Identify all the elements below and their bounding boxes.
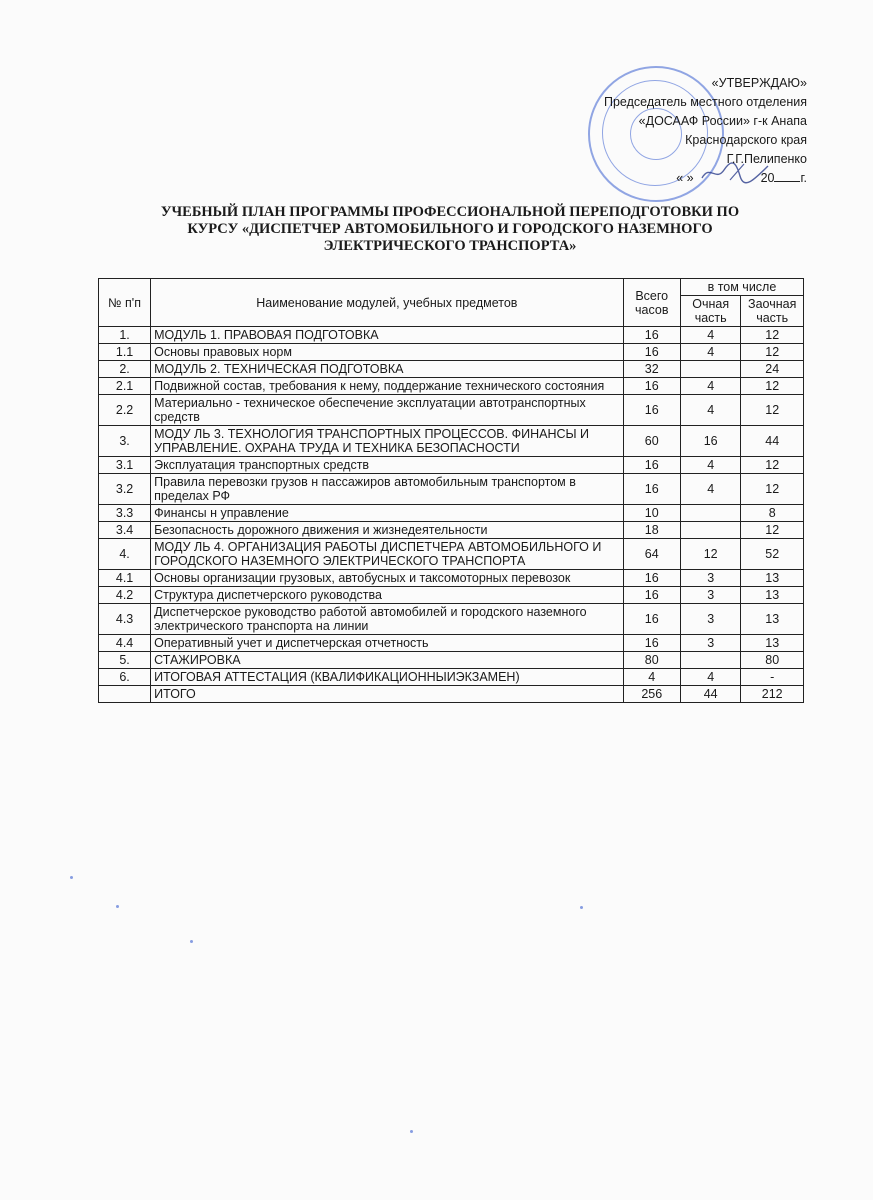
scan-speck: [580, 906, 583, 909]
table-total-row: ИТОГО 256 44 212: [99, 686, 804, 703]
approval-block: [547, 74, 807, 188]
header-total: Всего часов: [623, 279, 680, 327]
document-title: [100, 204, 800, 255]
header-num: № п'п: [99, 279, 151, 327]
table-row: 3.2 Правила перевозки грузов н пассажиров автомобильным транспортом в пределах РФ 16 4 12: [99, 474, 804, 505]
table-row: 4. МОДУ ЛЬ 4. ОРГАНИЗАЦИЯ РАБОТЫ ДИСПЕТЧЕРА АВТОМОБИЛЬНОГО И ГОРОДСКОГО НАЗЕМНОГО ЭЛЕКТРИЧЕСКОГО ТРАНСПОРТА 64 12 52: [99, 539, 804, 570]
table-row: 2.1 Подвижной состав, требования к нему, поддержание технического состояния 16 4 12: [99, 378, 804, 395]
approval-signatory: Г.Г.Пелипенко: [726, 152, 807, 166]
table-row: 2. МОДУЛЬ 2. ТЕХНИЧЕСКАЯ ПОДГОТОВКА 32 24: [99, 361, 804, 378]
approval-header: «УТВЕРЖДАЮ»: [711, 76, 807, 90]
table-row: 4.2 Структура диспетчерского руководства 16 3 13: [99, 587, 804, 604]
curriculum-table: [98, 278, 804, 703]
header-part-time: Заочная часть: [741, 296, 804, 327]
approval-position: Председатель местного отделения: [603, 95, 807, 109]
table-row: 6. ИТОГОВАЯ АТТЕСТАЦИЯ (КВАЛИФИКАЦИОННЫИЭКЗАМЕН) 4 4 -: [99, 669, 804, 686]
title-line-3: ЭЛЕКТРИЧЕСКОГО ТРАНСПОРТА»: [323, 238, 577, 254]
header-full-time: Очная часть: [680, 296, 740, 327]
table-body: [99, 327, 804, 703]
scan-speck: [190, 940, 193, 943]
table-row: 3.3 Финансы н управление 10 8: [99, 505, 804, 522]
table-row: 1. МОДУЛЬ 1. ПРАВОВАЯ ПОДГОТОВКА 16 4 12: [99, 327, 804, 344]
approval-date-day: « »: [676, 171, 694, 185]
approval-organization: «ДОСААФ России» г-к Анапа: [638, 114, 807, 128]
title-line-2: КУРСУ «ДИСПЕТЧЕР АВТОМОБИЛЬНОГО И ГОРОДСКОГО НАЗЕМНОГО: [187, 221, 713, 237]
table-row: 2.2 Материально - техническое обеспечение эксплуатации автотранспортных средств 16 4 12: [99, 395, 804, 426]
approval-date: [547, 169, 807, 188]
table-row: 4.3 Диспетчерское руководство работой автомобилей и городского наземного электрического транспорта на линии 16 3 13: [99, 604, 804, 635]
table-row: 4.4 Оперативный учет и диспетчерская отчетность 16 3 13: [99, 635, 804, 652]
table-row: 3.1 Эксплуатация транспортных средств 16 4 12: [99, 457, 804, 474]
title-line-1: УЧЕБНЫЙ ПЛАН ПРОГРАММЫ ПРОФЕССИОНАЛЬНОЙ ПЕРЕПОДГОТОВКИ ПО: [160, 204, 740, 220]
scan-speck: [70, 876, 73, 879]
header-including: в том числе: [680, 279, 803, 296]
table-row: 3.4 Безопасность дорожного движения и жизнедеятельности 18 12: [99, 522, 804, 539]
header-name: Наименование модулей, учебных предметов: [151, 279, 623, 327]
approval-date-year: 20: [760, 171, 775, 185]
approval-date-suffix: г.: [800, 171, 807, 185]
scan-speck: [116, 905, 119, 908]
scan-speck: [410, 1130, 413, 1133]
table-row: 1.1 Основы правовых норм 16 4 12: [99, 344, 804, 361]
table-row: 5. СТАЖИРОВКА 80 80: [99, 652, 804, 669]
table-row: 3. МОДУ ЛЬ 3. ТЕХНОЛОГИЯ ТРАНСПОРТНЫХ ПРОЦЕССОВ. ФИНАНСЫ И УПРАВЛЕНИЕ. ОХРАНА ТРУДА И ТЕХНИКА БЕЗОПАСНОСТИ 60 16 44: [99, 426, 804, 457]
table-row: 4.1 Основы организации грузовых, автобусных и таксомоторных перевозок 16 3 13: [99, 570, 804, 587]
approval-region: Краснодарского края: [685, 133, 807, 147]
